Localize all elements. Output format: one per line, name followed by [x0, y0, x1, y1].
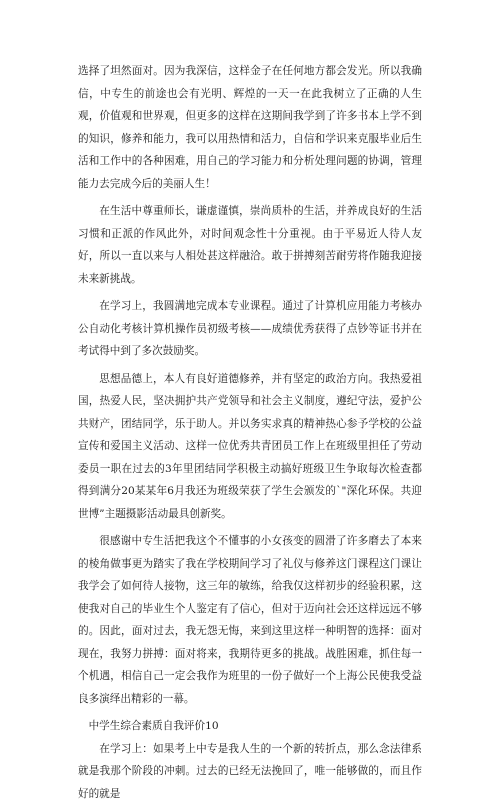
paragraph-4: 思想品德上，本人有良好道德修养，并有坚定的政治方向。我热爱祖国，热爱人民，坚决拥护共产党领导和社会主义制度，遵纪守法，爱护公共财产，团结同学，乐于助人。并以务实求真的精神热心参予学校的公益宣传和爱国主义活动、这样一位优秀共青团员工作上在班级里担任了劳动委员一职在过去的3年里团结同学积极主动搞好班级卫生争取每次检查都得到满分20某某年6月我还为班级荣获了学生会颁发的`"深化环保。共迎世博”主题摄影活动最具创新奖。: [78, 368, 422, 526]
paragraph-5: 很感谢中专生活把我这个不懂事的小女孩变的圆滑了许多磨去了本来的棱角做事更为踏实了我在学校期间学习了礼仪与修养这门课程这门课让我学会了如何待人接物，这三年的敏练，给我仅这样初步的经验积累，这使我对自己的毕业生个人鉴定有了信心，但对于迈向社会还这样远远不够的。因此，面对过去，我无怨无悔，来到这里这样一种明智的选择：面对现在，我努力拼搏：面对将来，我期待更多的挑战。战胜困难，抓住每一个机遇，相信自己一定会我作为班里的一份子做好一个上海公民使我受益良多演绎出精彩的一幕。: [78, 530, 422, 710]
paragraph-3: 在学习上，我圆满地完成本专业课程。通过了计算机应用能力考核办公自动化考核计算机操作员初级考核——成绩优秀获得了点钞等证书并在考试得中到了多次鼓励奖。: [78, 295, 422, 363]
section-heading: 中学生综合素质自我评价10: [78, 715, 422, 738]
paragraph-2: 在生活中尊重师长，谦虚谨慎，崇尚质朴的生活，并养成良好的生活习惯和正派的作风此外，对时间观念性十分重视。由于平易近人待人友好，所以一直以来与人相处甚这样融洽。敢于拼搏刻苦耐劳将作随我迎接未来新挑战。: [78, 200, 422, 290]
paragraph-1: 选择了坦然面对。因为我深信，这样金子在任何地方都会发光。所以我确信，中专生的前途也会有光明、辉煌的一天一在此我树立了正确的人生观，价值观和世界观，但更多的这样在这期间我学到了许多书本上学不到的知识，修养和能力，我可以用热情和活力，自信和学识来克服毕业后生活和工作中的各种困难，用自己的学习能力和分析处理问题的协调，管理能力去完成今后的美丽人生！: [78, 60, 422, 195]
document-page: [78, 60, 422, 805]
final-paragraph: 在学习上：如果考上中专是我人生的一个新的转折点，那么念法律系就是我那个阶段的冲刺。过去的已经无法挽回了，唯一能够做的，而且作好的就是: [78, 738, 422, 805]
